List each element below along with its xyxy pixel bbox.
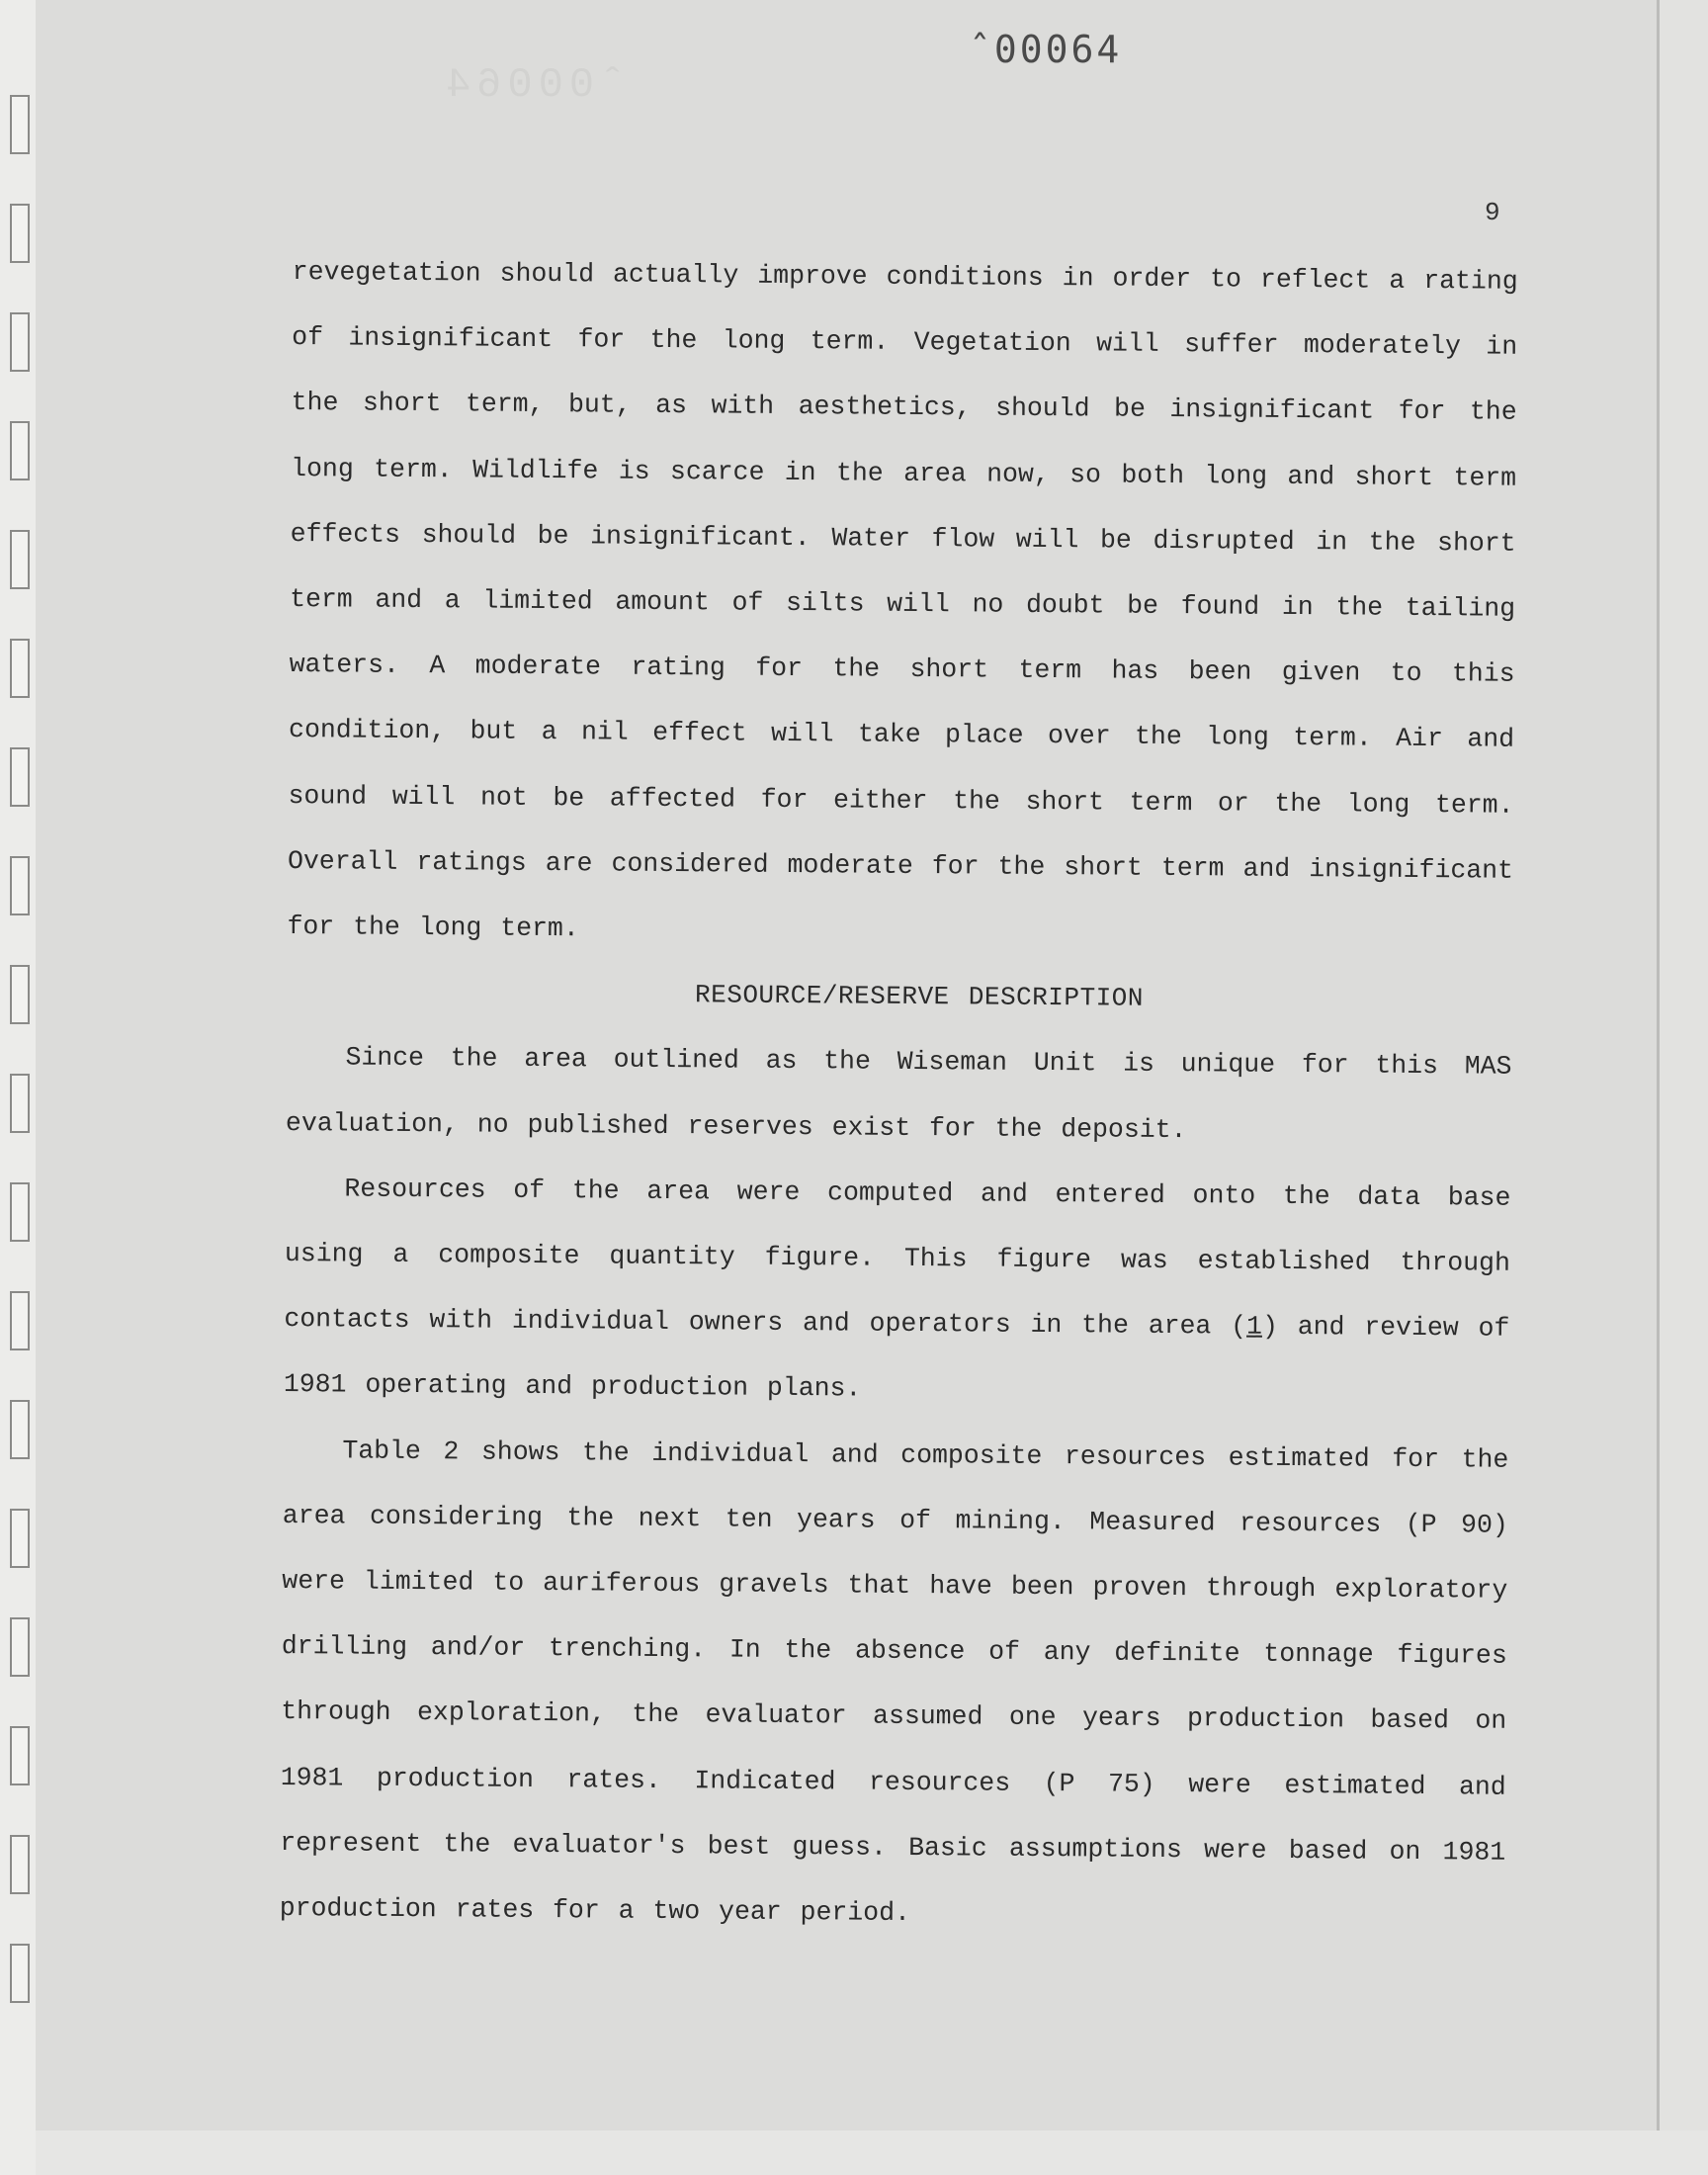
binding-hole <box>10 1617 30 1677</box>
binding-hole <box>10 530 30 589</box>
binding-hole <box>10 856 30 915</box>
binding-hole <box>10 1291 30 1350</box>
binding-hole <box>10 965 30 1024</box>
binding-hole <box>10 1726 30 1785</box>
paragraph: revegetation should actually improve conditions in order to reflect a rating of insignificant for the long term. Vegetation will suffer moderately in the short term, but, as with aesthetics, should be insignificant for the long term. Wildlife is scarce in the area now, so both long and short term effects should be insignificant. Water flow will be disrupted in the short term and a limited amount of silts will no doubt be found in the tailing waters. A moderate rating for the short term has been given to this condition, but a nil effect will take place over the long term. Air and sound will not be affected for either the short term or the long term. Overall ratings are considered moderate for the short term and insignificant for the long term. <box>287 256 1518 944</box>
binding-hole <box>10 1835 30 1894</box>
paragraph-text: ) and review of 1981 operating and production plans. <box>283 1311 1510 1405</box>
binding-hole <box>10 1400 30 1459</box>
reference-number: 1 <box>1245 1311 1263 1342</box>
binding-margin <box>0 0 36 2175</box>
binding-hole <box>10 747 30 807</box>
binding-hole <box>10 1074 30 1133</box>
scan-background <box>36 2131 1708 2175</box>
binding-hole <box>10 95 30 154</box>
binding-hole <box>10 639 30 698</box>
binding-hole <box>10 1944 30 2003</box>
page-number: 9 <box>1485 198 1500 227</box>
paragraph: Since the area outlined as the Wiseman Unit is unique for this MAS evaluation, no published reserves exist for the deposit. <box>285 1042 1512 1145</box>
binding-hole <box>10 204 30 263</box>
document-number: ˆ00064 <box>969 28 1123 71</box>
bleed-through-mark: ˆ00064 <box>440 61 626 109</box>
paragraph: Table 2 shows the individual and composite resources estimated for the area considering the next ten years of mining. Measured resources (P 90) were limited to auriferous gravels that have been proven through exploratory drilling and/or trenching. In the absence of any definite tonnage figures through exploration, the evaluator assumed one years production based on 1981 production rates. Indicated resources (P 75) were estimated and represent the evaluator's best guess. Basic assumptions were based on 1981 production rates for a two year period. <box>279 1436 1509 1929</box>
body-text <box>279 239 1517 1951</box>
binding-hole <box>10 312 30 372</box>
paragraph <box>284 1156 1511 1428</box>
binding-hole <box>10 1182 30 1242</box>
binding-hole <box>10 1509 30 1568</box>
section-heading: RESOURCE/RESERVE DESCRIPTION <box>694 980 1145 1014</box>
paragraph-text: Resources of the area were computed and entered onto the data base using a composite quantity figure. This figure was established through contacts with individual owners and operators in the area ( <box>284 1174 1511 1342</box>
binding-hole <box>10 421 30 480</box>
